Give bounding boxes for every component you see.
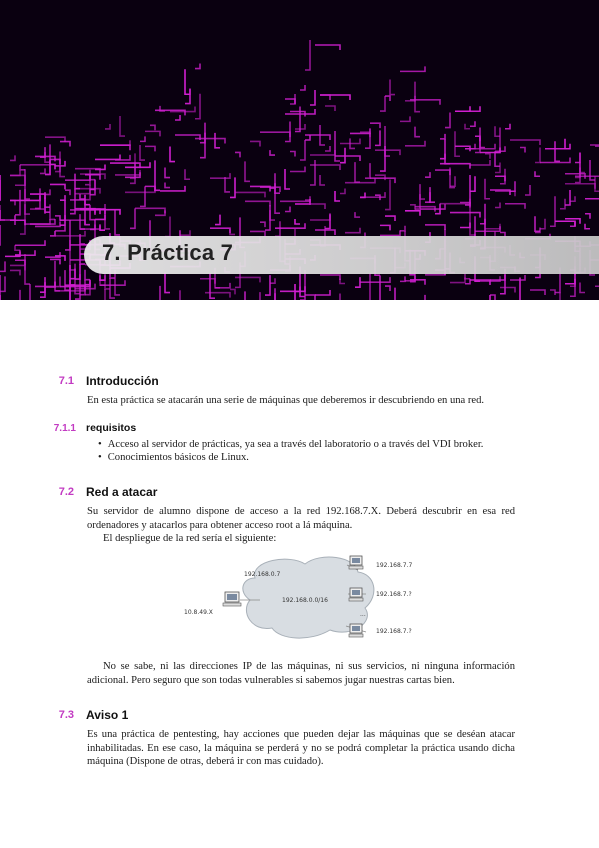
section-number: 7.2 bbox=[58, 486, 74, 498]
host-label: 192.168.7.7 bbox=[376, 562, 413, 569]
host-label: 192.168.7.? bbox=[376, 591, 412, 598]
intro-paragraph: En esta práctica se atacarán una serie de máquinas que deberemos ir descubriendo en una red. bbox=[87, 395, 485, 406]
unknown-hosts-paragraph: No se sabe, ni las direcciones IP de las máquinas, ni sus servicios, ni ninguna información adicional. Pero seguro que son todas vulnerables si sabemos jugar nuestras cartas bien. bbox=[87, 661, 515, 686]
section-title: Introducción bbox=[86, 374, 159, 388]
chapter-name: Práctica 7 bbox=[127, 240, 234, 265]
section-title: Aviso 1 bbox=[86, 708, 129, 722]
network-paragraph: Su servidor de alumno dispone de acceso a la red 192.168.7.X. Deberá descubrir en esa red ordenadores y atacarlos para obtener acceso root a lá máquina. bbox=[87, 506, 515, 531]
left-network-label: 10.8.49.X bbox=[184, 609, 213, 616]
computer-icon bbox=[349, 588, 363, 601]
cloud-label: 192.168.0.0/16 bbox=[282, 597, 328, 604]
section-title: requisitos bbox=[86, 422, 137, 434]
computer-icon bbox=[349, 556, 363, 569]
hosts-ellipsis: ... bbox=[360, 611, 366, 618]
section-number: 7.1.1 bbox=[53, 423, 76, 434]
computer-icon bbox=[223, 592, 241, 606]
chapter-number: 7. bbox=[102, 240, 121, 265]
host-label: 192.168.7.? bbox=[376, 628, 412, 635]
warning-paragraph: Es una práctica de pentesting, hay acciones que pueden dejar las máquinas que se deséan atacar inhabilitadas. En ese caso, la máquina se perderá y no se podrá completar la práctica usando dicha máquina (Dispone de otras, deberá ir con mas cuidado). bbox=[87, 729, 515, 768]
section-title: Red a atacar bbox=[86, 485, 158, 499]
list-item: • Conocimientos básicos de Linux. bbox=[98, 451, 483, 464]
list-item: • Acceso al servidor de prácticas, ya sea a través del laboratorio o a través del VDI broker. bbox=[98, 438, 483, 451]
network-diagram bbox=[170, 550, 440, 650]
chapter-title bbox=[102, 240, 233, 266]
deployment-intro: El despliegue de la red sería el siguiente: bbox=[103, 533, 277, 544]
requirements-list bbox=[98, 438, 483, 465]
router-label: 192.168.0.7 bbox=[244, 571, 281, 578]
section-number: 7.3 bbox=[58, 709, 74, 721]
computer-icon bbox=[349, 624, 363, 637]
section-number: 7.1 bbox=[58, 375, 74, 387]
